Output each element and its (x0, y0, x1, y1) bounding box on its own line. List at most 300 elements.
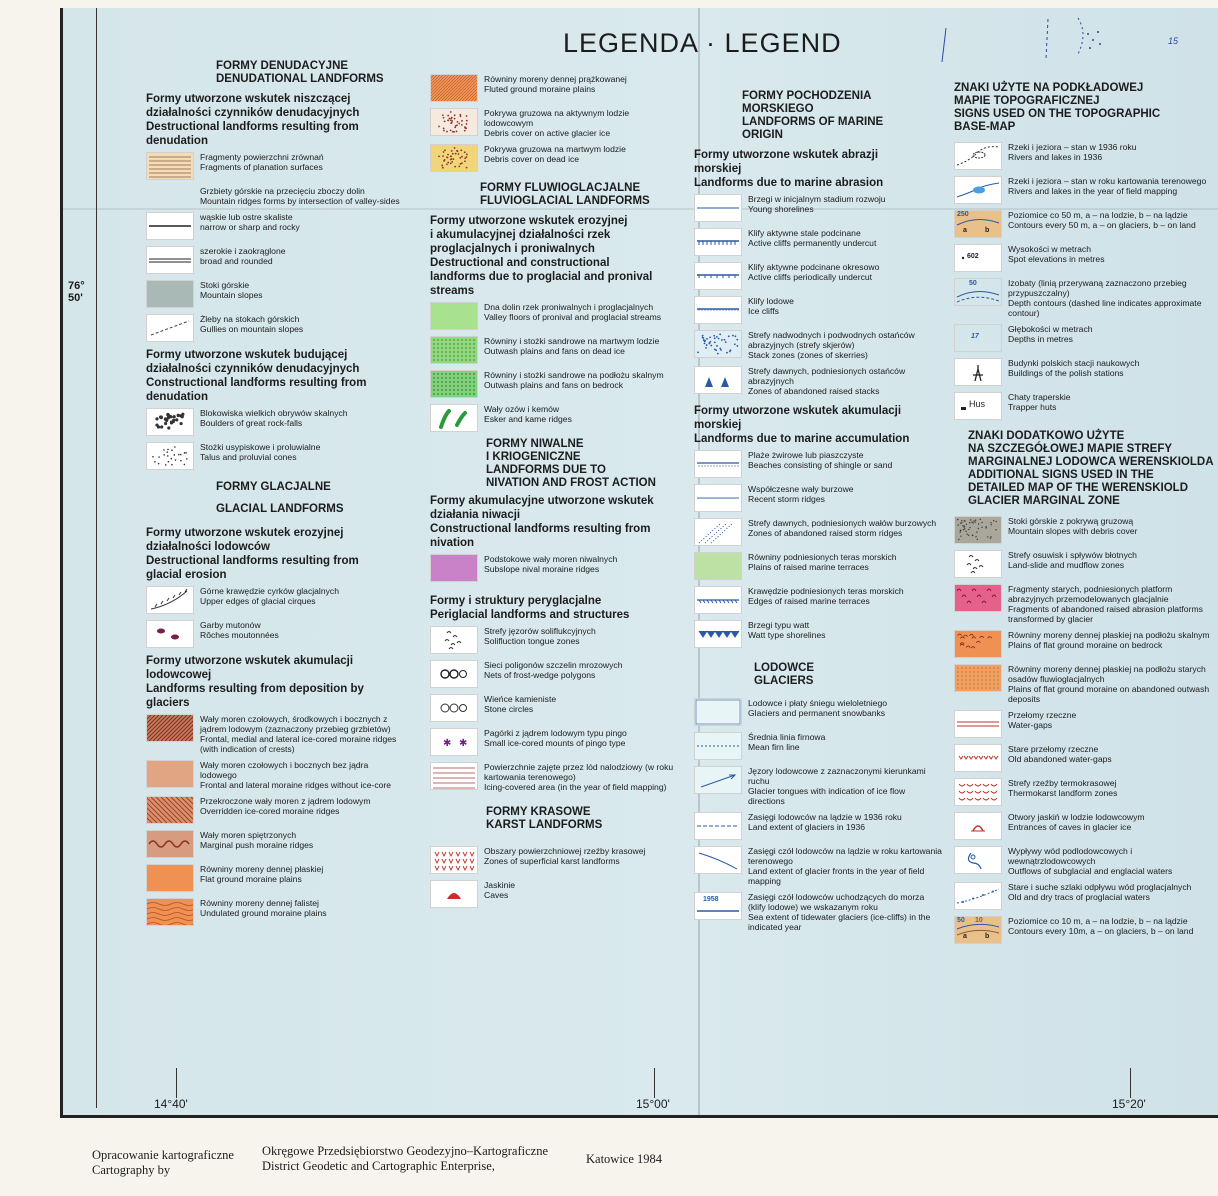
legend-text (748, 484, 854, 504)
legend-label-en: Marginal push moraine ridges (200, 840, 314, 850)
legend-text (748, 812, 902, 832)
legend-label-pl: Jaskinie (484, 880, 516, 890)
group-heading-line: Formy utworzone wskutek niszczącej (146, 93, 351, 105)
legend-text (1008, 358, 1139, 378)
group-heading-line: proglacjalnych i proniwalnych (430, 243, 595, 255)
legend-symbol-tongue (694, 766, 742, 794)
legend-label-en: Land-slide and mudflow zones (1008, 560, 1125, 570)
legend-label-en: Glacier tongues with indication of ice flow directions (748, 786, 906, 806)
legend-entry (954, 664, 1216, 704)
group-heading (694, 148, 942, 190)
longitude-tick (654, 1068, 655, 1098)
legend-symbol-cliff1 (694, 228, 742, 256)
legend-label-pl: Pokrywa gruzowa na aktywnym lodzie lodowcowym (484, 108, 630, 128)
group-heading-line: morskiej (694, 163, 742, 175)
legend-label-en: Fragments of abandoned raised abrasion platforms transformed by glacier (1008, 604, 1203, 624)
legend-label-en: Active cliffs permanently undercut (748, 238, 877, 248)
legend-text (484, 370, 664, 390)
legend-text (200, 408, 348, 428)
legend-text (1008, 244, 1105, 264)
legend-label-pl: Zasięgi lodowców na lądzie w 1936 roku (748, 812, 902, 822)
legend-entry (430, 880, 676, 908)
legend-text (748, 262, 879, 282)
legend-symbol-outflow (954, 846, 1002, 874)
legend-entry (694, 296, 942, 324)
legend-symbol-cave (430, 880, 478, 908)
legend-symbol-tan (146, 760, 194, 788)
legend-text (1008, 210, 1196, 230)
legend-symbol-cliff2 (694, 262, 742, 290)
legend-entry (146, 442, 404, 470)
legend-entry (694, 766, 942, 806)
section-heading (968, 430, 1216, 508)
legend-text (484, 694, 556, 714)
legend-entry (694, 518, 942, 546)
legend-entry (954, 778, 1216, 806)
legend-text (748, 330, 942, 360)
legend-label-en: Zones of abandoned raised stacks (748, 386, 880, 396)
section-heading-line: DETAILED MAP OF THE WERENSKIOLD (968, 482, 1188, 494)
legend-entry (146, 408, 404, 436)
legend-entry (146, 280, 404, 308)
legend-entry (430, 336, 676, 364)
legend-text (748, 518, 936, 538)
section-heading-line: FORMY FLUWIOGLACJALNE (480, 182, 641, 194)
legend-label-pl: Klify lodowe (748, 296, 794, 306)
legend-label-pl: Stożki usypiskowe i proluwialne (200, 442, 321, 452)
legend-entry (954, 142, 1216, 170)
section-heading-line: I KRIOGENICZNE (486, 451, 581, 463)
legend-symbol-extent1936 (694, 812, 742, 840)
section-heading (742, 90, 942, 142)
section-heading-line: ORIGIN (742, 129, 783, 141)
map-sheet (8, 8, 1218, 1196)
section-heading (486, 438, 676, 490)
legend-symbol-landslide (954, 550, 1002, 578)
legend-label-pl: Klify aktywne stale podcinane (748, 228, 861, 238)
legend-label-pl: Garby mutonów (200, 620, 261, 630)
section-heading-line: FORMY KRASOWE (486, 806, 591, 818)
legend-text (200, 714, 404, 754)
group-heading-line: Formy akumulacyjne utworzone wskutek (430, 495, 654, 507)
legend-text (1008, 550, 1137, 570)
legend-symbol-gully (146, 314, 194, 342)
group-heading-line: Formy utworzone wskutek abrazji (694, 149, 879, 161)
legend-text (1008, 882, 1191, 902)
legend-text (1008, 630, 1210, 650)
legend-label-pl: szerokie i zaokrąglone (200, 246, 286, 256)
legend-label-pl: Otwory jaskiń w lodzie lodowcowym (1008, 812, 1145, 822)
legend-symbol-spot (954, 244, 1002, 272)
legend-entry (430, 762, 676, 792)
symbol-label: 1958 (703, 896, 719, 903)
group-heading-line: Constructional landforms resulting from (430, 523, 651, 535)
legend-entry (954, 176, 1216, 204)
legend-symbol-cirque (146, 586, 194, 614)
symbol-label: b (985, 933, 990, 940)
legend-text (748, 366, 942, 396)
legend-label-pl: Wały moren czołowych, środkowych i bocznych z jądrem lodowym (zaznaczony przebieg grzbietów) (200, 714, 391, 734)
longitude-tick (176, 1068, 177, 1098)
legend-entry (146, 186, 404, 206)
symbol-label: b (985, 227, 990, 234)
legend-text (748, 766, 942, 806)
group-heading-line: Landforms due to marine abrasion (694, 177, 884, 189)
legend-text (748, 450, 892, 470)
legend-label-en: Glaciers and permanent snowbanks (748, 708, 886, 718)
legend-symbol-boulders (146, 408, 194, 436)
legend-label-en: Water-gaps (1008, 720, 1053, 730)
legend-symbol-green-dots (430, 336, 478, 364)
legend-symbol-watergap (954, 710, 1002, 738)
legend-text (484, 846, 645, 866)
legend-symbol-green (430, 302, 478, 330)
symbol-label: 17 (971, 333, 979, 340)
legend-text (748, 732, 825, 752)
legend-entry (146, 314, 404, 342)
inner-frame-line (96, 8, 97, 1108)
legend-label-en: Undulated ground moraine plains (200, 908, 327, 918)
legend-text (484, 762, 676, 792)
legend-label-pl: Przełomy rzeczne (1008, 710, 1077, 720)
legend-label-en: Frontal and lateral moraine ridges without ice-core (200, 780, 392, 790)
legend-text (1008, 710, 1076, 730)
legend-entry (694, 620, 942, 648)
legend-text (484, 74, 627, 94)
legend-symbol-esker (430, 404, 478, 432)
legend-entry (954, 744, 1216, 772)
legend-label-en: Overridden ice-cored moraine ridges (200, 806, 340, 816)
legend-label-en: Subslope nival moraine ridges (484, 564, 600, 574)
legend-label-pl: Średnia linia firnowa (748, 732, 826, 742)
legend-label-en: Outwash plains and fans on bedrock (484, 380, 624, 390)
legend-entry (694, 698, 942, 726)
footer-place-year: Katowice 1984 (586, 1152, 663, 1166)
section-heading-line: ZNAKI DODATKOWO UŻYTE (968, 430, 1125, 442)
legend-label-pl: Równiny moreny dennej płaskiej na podłożu starych osadów fluwioglacjalnych (1008, 664, 1206, 684)
section-heading-line: LANDFORMS OF MARINE (742, 116, 884, 128)
section-heading-line: FORMY GLACJALNE (216, 481, 331, 493)
legend-label-pl: Równiny moreny dennej prążkowanej (484, 74, 627, 84)
group-heading-line: i akumulacyjnej działalności rzek (430, 229, 611, 241)
section-heading (216, 476, 404, 520)
legend-symbol-y1958 (694, 892, 742, 920)
legend-text (748, 194, 886, 214)
legend-label-pl: Chaty traperskie (1008, 392, 1071, 402)
legend-label-pl: Pokrywa gruzowa na martwym lodzie (484, 144, 626, 154)
svg-text:✱: ✱ (459, 738, 468, 749)
symbol-label: a (963, 933, 967, 940)
group-heading-line: Formy utworzone wskutek budującej (146, 349, 348, 361)
legend-label-en: Plains of raised marine terraces (748, 562, 869, 572)
section-heading-line: DENUDATIONAL LANDFORMS (216, 73, 384, 85)
section-heading-line: SIGNS USED ON THE TOPOGRAPHIC (954, 108, 1161, 120)
legend-entry (430, 370, 676, 398)
legend-symbol-orange-wave (146, 898, 194, 926)
legend-entry (430, 302, 676, 330)
legend-label-pl: Równiny podniesionych teras morskich (748, 552, 897, 562)
legend-label-en: Caves (484, 890, 509, 900)
legend-text (1008, 916, 1193, 936)
legend-text (1008, 778, 1117, 798)
legend-text (1008, 744, 1112, 764)
group-heading-line: glaciers (146, 697, 190, 709)
legend-label-pl: Klify aktywne podcinane okresowo (748, 262, 880, 272)
legend-label-en: Flat ground moraine plains (200, 874, 302, 884)
legend-text (748, 892, 942, 932)
legend-label-pl: Równiny moreny dennej płaskiej na podłożu skalnym (1008, 630, 1210, 640)
legend-symbol-circles (430, 694, 478, 722)
legend-label-en: Talus and proluvial cones (200, 452, 297, 462)
legend-text (484, 108, 676, 138)
legend-entry (430, 626, 676, 654)
legend-label-pl: Wypływy wód podlodowcowych i wewnątrzlodowcowych (1008, 846, 1133, 866)
legend-label-pl: Pagórki z jądrem lodowym typu pingo (484, 728, 627, 738)
legend-label-pl: Górne krawędzie cyrków glacjalnych (200, 586, 339, 596)
legend-text (200, 898, 327, 918)
group-heading-line: lodowcowej (146, 669, 212, 681)
footer-cartography-label (92, 1148, 234, 1178)
legend-label-pl: Równiny i stożki sandrowe na martwym lodzie (484, 336, 660, 346)
group-heading (430, 214, 676, 298)
legend-entry (694, 846, 942, 886)
legend-symbol-pingo (430, 728, 478, 756)
section-heading (954, 82, 1216, 134)
section-heading-line: LANDFORMS DUE TO (486, 464, 606, 476)
legend-label-pl: Wały moren spiętrzonych (200, 830, 297, 840)
legend-text (484, 728, 627, 748)
legend-entry (694, 194, 942, 222)
map-corner-number: 15 (1168, 36, 1179, 46)
legend-text (1008, 846, 1216, 876)
legend-symbol-hut (954, 392, 1002, 420)
symbol-label: 10 (975, 917, 983, 924)
legend-text (748, 846, 942, 886)
latitude-minutes-label: 50' (68, 292, 83, 304)
legend-symbol-oldgap (954, 744, 1002, 772)
group-heading-line: działalności czynników denudacyjnych (146, 363, 360, 375)
legend-entry (430, 144, 676, 172)
legend-text (200, 830, 313, 850)
legend-label-pl: Rzeki i jeziora – stan w roku kartowania terenowego (1008, 176, 1207, 186)
legend-symbol-moraine-bedrock (954, 630, 1002, 658)
legend-symbol-push (146, 830, 194, 858)
section-heading-line: MARGINALNEJ LODOWCA WERENSKIOLDA (968, 456, 1214, 468)
group-heading-line: Landforms resulting from deposition by (146, 683, 364, 695)
legend-entry (430, 108, 676, 138)
legend-entry (146, 796, 404, 824)
legend-text (1008, 584, 1216, 624)
legend-entry (694, 812, 942, 840)
legend-symbol-platform (954, 584, 1002, 612)
legend-label-en: Mountain ridges forms by intersection of valley-sides (200, 196, 400, 206)
legend-symbol-contour50 (954, 210, 1002, 238)
legend-text (1008, 516, 1137, 536)
section-heading-line: BASE-MAP (954, 121, 1016, 133)
legend-symbol-icing (430, 762, 478, 790)
legend-text (484, 880, 515, 900)
symbol-label: a (963, 227, 967, 234)
section-heading-line: ADDITIONAL SIGNS USED IN THE (968, 469, 1154, 481)
group-heading (694, 404, 942, 446)
legend-label-pl: Stoki górskie z pokrywą gruzową (1008, 516, 1134, 526)
legend-label-pl: Brzegi typu watt (748, 620, 810, 630)
legend-label-pl: Blokowiska wielkich obrywów skalnych (200, 408, 348, 418)
symbol-label: 50 (957, 917, 965, 924)
symbol-label: 50 (969, 280, 977, 287)
legend-entry (146, 152, 404, 180)
legend-text (200, 314, 303, 334)
section-heading-line: NA SZCZEGÓŁOWEJ MAPIE STREFY (968, 443, 1173, 455)
legend-text (200, 280, 263, 300)
group-heading (430, 494, 676, 550)
legend-label-en: Small ice-cored mounts of pingo type (484, 738, 626, 748)
group-heading-line: morskiej (694, 419, 742, 431)
legend-text (200, 442, 320, 462)
legend-text (748, 698, 887, 718)
legend-label-en: Sea extent of tidewater glaciers (ice-cliffs) in the indicated year (748, 912, 931, 932)
legend-label-en: Stone circles (484, 704, 534, 714)
legend-label-pl: Strefy jęzorów soliflukcyjnych (484, 626, 596, 636)
legend-entry (146, 714, 404, 754)
group-heading-line: Formy utworzone wskutek akumulacji (146, 655, 354, 667)
legend-label-en: Depth contours (dashed line indicates approximate contour) (1008, 298, 1202, 318)
legend-text (748, 552, 897, 572)
group-heading-line: Formy utworzone wskutek akumulacji (694, 405, 902, 417)
legend-label-en: Land extent of glaciers in 1936 (748, 822, 866, 832)
legend-text (748, 586, 904, 606)
legend-label-pl: Wały ozów i kemów (484, 404, 560, 414)
group-heading-line: nivation (430, 537, 475, 549)
legend-label-en: Spot elevations in metres (1008, 254, 1105, 264)
legend-entry (954, 584, 1216, 624)
section-heading-line: FLUVIOGLACIAL LANDFORMS (480, 195, 650, 207)
group-heading-line: Formy utworzone wskutek erozyjnej (430, 215, 628, 227)
legend-text (200, 760, 404, 790)
legend-label-pl: Izobaty (linią przerywaną zaznaczono przebieg przypuszczalny) (1008, 278, 1187, 298)
legend-entry (430, 660, 676, 688)
section-heading-line: FORMY NIWALNE (486, 438, 584, 450)
legend-symbol-fan (146, 442, 194, 470)
legend-label-pl: Grzbiety górskie na przecięciu zboczy dolin (200, 186, 365, 196)
legend-label-en: Solifluction tongue zones (484, 636, 580, 646)
group-heading-line: landforms due to proglacial and pronival (430, 271, 653, 283)
latitude-label: 76° (68, 280, 85, 292)
legend-entry (954, 710, 1216, 738)
group-heading-line: denudation (146, 135, 208, 147)
section-heading-line: ZNAKI UŻYTE NA PODKŁADOWEJ (954, 82, 1144, 94)
legend-entry (694, 228, 942, 256)
legend-symbol-debris-dead (430, 144, 478, 172)
legend-symbol-storm (694, 484, 742, 512)
legend-label-en: Rivers and lakes in the year of field mapping (1008, 186, 1178, 196)
group-heading (146, 348, 404, 404)
legend-entry (954, 882, 1216, 910)
legend-entry (954, 846, 1216, 876)
legend-entry (430, 728, 676, 756)
footer-enterprise-en: District Geodetic and Cartographic Enterprise, (262, 1159, 495, 1173)
section-heading-line: MAPIE TOPOGRAFICZNEJ (954, 95, 1100, 107)
legend-label-en: Plains of flat ground moraine on bedrock (1008, 640, 1163, 650)
legend-entry (694, 262, 942, 290)
legend-text (484, 302, 661, 322)
section-heading-line: GLACIAL LANDFORMS (216, 503, 344, 515)
legend-text (484, 336, 659, 356)
legend-label-en: Outwash plains and fans on dead ice (484, 346, 625, 356)
legend-entry (146, 212, 404, 240)
legend-entry (430, 404, 676, 432)
legend-entry (146, 760, 404, 790)
longitude-label-1520: 15°20' (1112, 1097, 1146, 1111)
legend-symbol-red-hatch (146, 714, 194, 742)
longitude-tick (1130, 1068, 1131, 1098)
legend-label-en: Stack zones (zones of skerries) (748, 350, 868, 360)
legend-text (200, 246, 286, 266)
legend-label-pl: Równiny moreny dennej płaskiej (200, 864, 324, 874)
legend-text (484, 404, 572, 424)
legend-symbol-fluted (430, 74, 478, 102)
legend-label-en: Mean firn line (748, 742, 800, 752)
legend-label-pl: Rzeki i jeziora – stan w 1936 roku (1008, 142, 1137, 152)
legend-label-pl: Strefy dawnych, podniesionych ostańców abrazyjnych (748, 366, 906, 386)
legend-label-en: broad and rounded (200, 256, 273, 266)
legend-label-pl: Sieci poligonów szczelin mrozowych (484, 660, 623, 670)
legend-entry (430, 694, 676, 722)
section-heading (486, 806, 676, 832)
legend-label-en: Zones of superficial karst landforms (484, 856, 620, 866)
legend-symbol-raised-storm (694, 518, 742, 546)
legend-entry (430, 74, 676, 102)
legend-label-en: Upper edges of glacial cirques (200, 596, 316, 606)
legend-symbol-icecliff (694, 296, 742, 324)
legend-label-pl: Wysokości w metrach (1008, 244, 1092, 254)
legend-symbol-glacier (694, 698, 742, 726)
legend-label-pl: Poziomice co 50 m, a – na lodzie, b – na lądzie (1008, 210, 1188, 220)
legend-symbol-hlines (146, 152, 194, 180)
legend-text (1008, 142, 1137, 162)
legend-entry (430, 554, 676, 582)
legend-label-pl: Strefy osuwisk i spływów błotnych (1008, 550, 1137, 560)
legend-entry (430, 846, 676, 874)
legend-symbol-debris-active (430, 108, 478, 136)
symbol-label: Hus (969, 399, 986, 409)
legend-column-4 (954, 82, 1216, 950)
legend-symbol-soli (430, 626, 478, 654)
legend-text (200, 796, 371, 816)
legend-label-pl: Przekroczone wały moren z jądrem lodowym (200, 796, 371, 806)
section-heading (754, 662, 942, 688)
legend-label-pl: Plaże żwirowe lub piaszczyste (748, 450, 864, 460)
legend-label-pl: Zasięgi czół lodowców uchodzących do morza (klify lodowe) we wskazanym roku (748, 892, 925, 912)
legend-label-en: Esker and kame ridges (484, 414, 572, 424)
legend-label-en: Fragments of planation surfaces (200, 162, 323, 172)
legend-symbol-poly (430, 660, 478, 688)
legend-entry (954, 516, 1216, 544)
legend-label-pl: wąskie lub ostre skaliste (200, 212, 293, 222)
legend-label-pl: Współczesne wały burzowe (748, 484, 854, 494)
legend-entry (146, 864, 404, 892)
legend-label-en: Contours every 50 m, a – on glaciers, b – on land (1008, 220, 1196, 230)
group-heading-line: Destructional landforms resulting from (146, 121, 359, 133)
legend-label-en: Nets of frost-wedge polygons (484, 670, 596, 680)
group-heading-line: Destructional and constructional (430, 257, 610, 269)
legend-label-en: Gullies on mountain slopes (200, 324, 304, 334)
legend-label-en: Edges of raised marine terraces (748, 596, 870, 606)
legend-symbol-rivers1936 (954, 142, 1002, 170)
legend-symbol-roches (146, 620, 194, 648)
legend-text (200, 152, 324, 172)
legend-entry (954, 210, 1216, 238)
